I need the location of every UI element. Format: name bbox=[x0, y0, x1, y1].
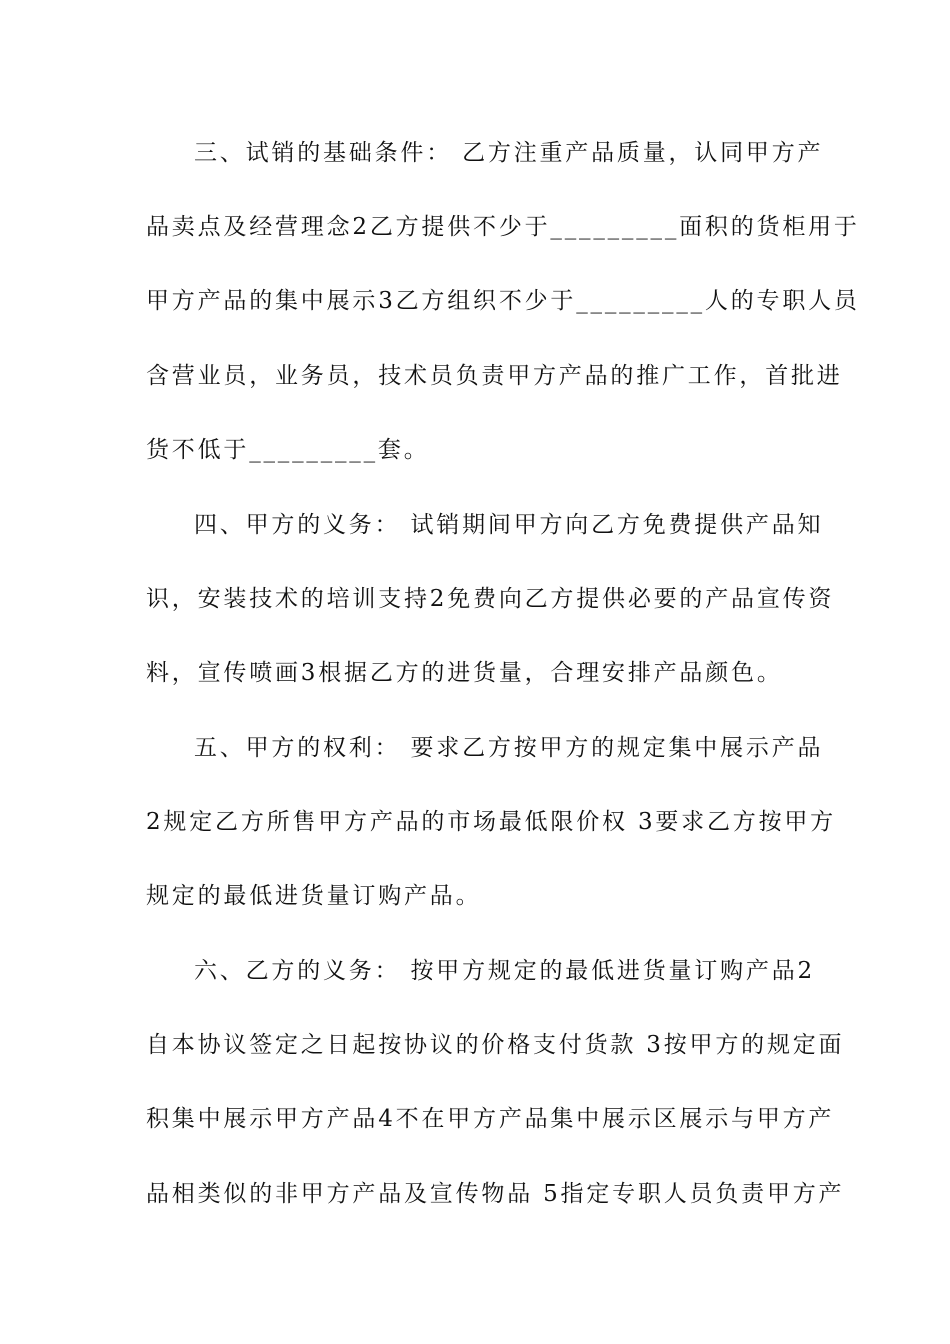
section-6-heading-line: 六、乙方的义务： 按甲方规定的最低进货量订购产品2 bbox=[194, 958, 815, 984]
text-line: 甲方产品的集中展示3乙方组织不少于_________人的专职人员 bbox=[146, 288, 860, 314]
text-line: 识，安装技术的培训支持2免费向乙方提供必要的产品宣传资 bbox=[146, 586, 835, 612]
text-line: 积集中展示甲方产品4不在甲方产品集中展示区展示与甲方产 bbox=[146, 1106, 835, 1132]
text-line: 品卖点及经营理念2乙方提供不少于_________面积的货柜用于 bbox=[146, 214, 860, 240]
text-line: 含营业员，业务员，技术员负责甲方产品的推广工作，首批进 bbox=[146, 363, 843, 389]
text-line: 2规定乙方所售甲方产品的市场最低限价权 3要求乙方按甲方 bbox=[146, 809, 836, 835]
text-line: 货不低于_________套。 bbox=[146, 437, 430, 463]
section-3-heading-line: 三、试销的基础条件： 乙方注重产品质量，认同甲方产 bbox=[194, 140, 824, 166]
text-line: 品相类似的非甲方产品及宣传物品 5指定专职人员负责甲方产 bbox=[146, 1181, 845, 1207]
text-line: 规定的最低进货量订购产品。 bbox=[146, 883, 482, 909]
section-4-heading-line: 四、甲方的义务： 试销期间甲方向乙方免费提供产品知 bbox=[194, 512, 824, 538]
text-line: 自本协议签定之日起按协议的价格支付货款 3按甲方的规定面 bbox=[146, 1032, 845, 1058]
section-5-heading-line: 五、甲方的权利： 要求乙方按甲方的规定集中展示产品 bbox=[194, 735, 824, 761]
text-line: 料，宣传喷画3根据乙方的进货量，合理安排产品颜色。 bbox=[146, 660, 783, 686]
